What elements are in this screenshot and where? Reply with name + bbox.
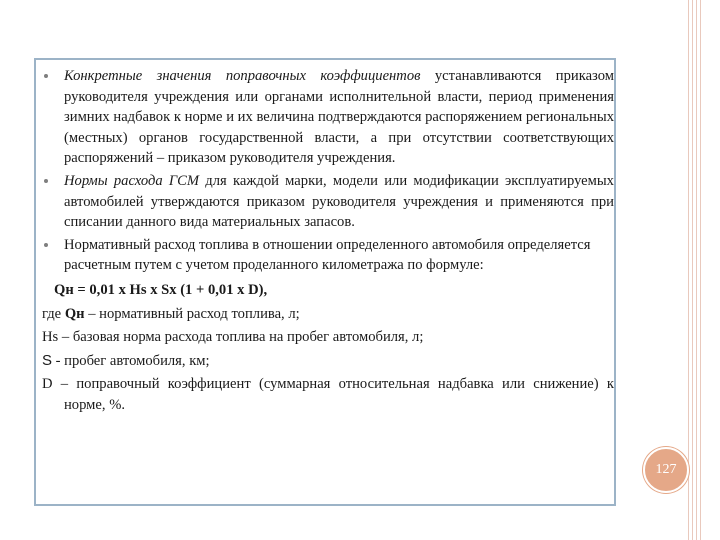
definition-term: Qн (64, 305, 85, 322)
definition-hs (42, 327, 614, 348)
definition-s (42, 351, 614, 372)
definition-text: - пробег автомобиля, км; (52, 352, 210, 369)
decorative-rails (688, 0, 702, 540)
bullet-lead: Конкретные значения поправочных коэффициентов (64, 68, 421, 84)
definition-d (42, 374, 614, 415)
bullet-lead: Нормы расхода ГСМ (64, 172, 200, 189)
bullet-text: для каждой марки, модели или модификации эксплуатируемых автомобилей утверждаются приказом руководителя учреждения и применяются при списании данного вида материальных запасов. (64, 172, 614, 231)
bullet-icon (44, 243, 48, 247)
definition-text: – нормативный расход топлива, л; (84, 305, 300, 322)
bullet-item (42, 235, 614, 276)
slide-content (42, 66, 614, 416)
bullet-item (42, 66, 614, 169)
definition-q (42, 304, 614, 325)
bullet-text: Нормативный расход топлива в отношении определенного автомобиля определяется расчетным путем с учетом проделанного километража по формуле: (64, 236, 591, 274)
page-number-badge: 127 (643, 447, 689, 493)
formula-expression: = 0,01 х Hs х Sх (1 + 0,01 х D), (73, 281, 268, 298)
bullet-icon (44, 179, 48, 183)
formula-q: Qн (54, 281, 74, 298)
definition-prefix: где (42, 305, 65, 322)
formula (42, 280, 614, 301)
bullet-icon (44, 74, 48, 78)
bullet-text: устанавливаются приказом руководителя учреждения или органами исполнительной власти, период применения зимних надбавок к норме и их величина подтверждаются распоряжением региональных (местных) органов государственной власти, а при отсутствии соответствующих распоряжений – приказом руководителя учреждения. (64, 68, 614, 167)
bullet-item (42, 171, 614, 233)
definition-term: D (42, 376, 53, 393)
definition-term: Hs (42, 329, 59, 346)
definition-term: S (42, 351, 53, 369)
definition-text: – поправочный коэффициент (суммарная относительная надбавка или снижение) к норме, %. (52, 376, 614, 413)
definition-text: – базовая норма расхода топлива на пробег автомобиля, л; (58, 329, 424, 346)
